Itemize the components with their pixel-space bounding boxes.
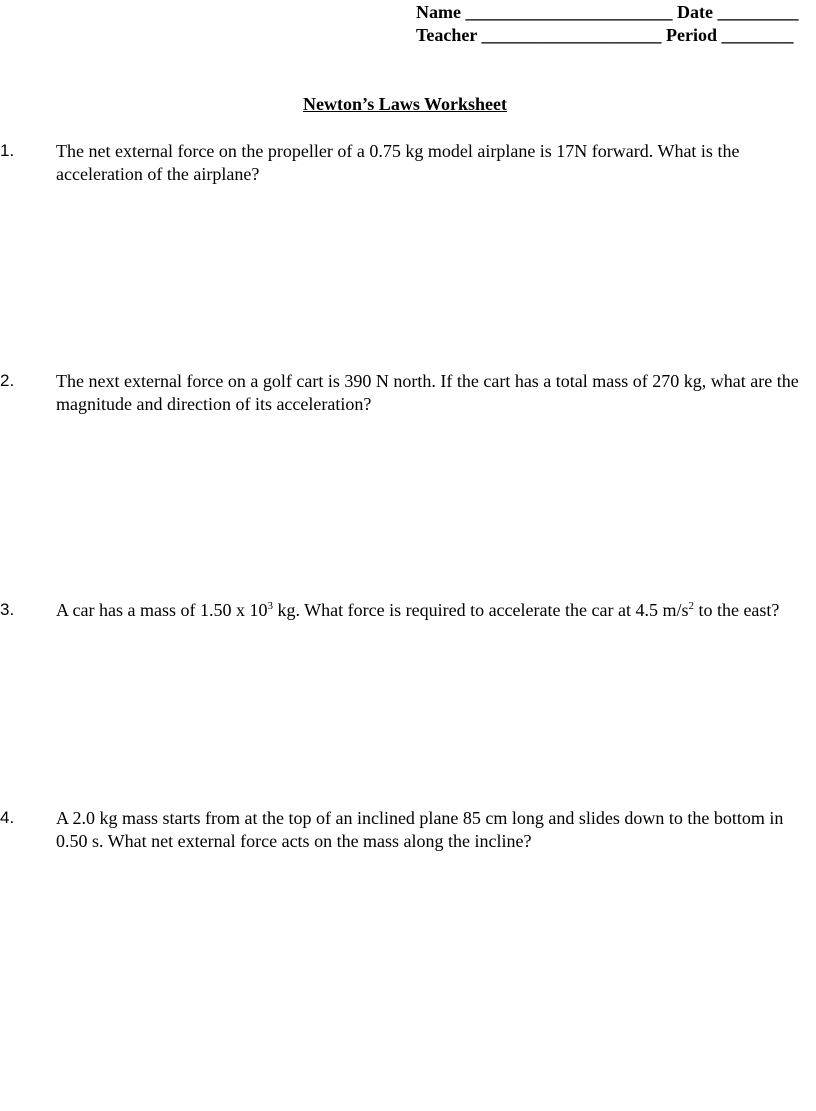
question-text: The net external force on the propeller of a 0.75 kg model airplane is 17N forward. What is the acceleration of the airplane? — [56, 141, 740, 184]
date-blank: _________ — [717, 2, 799, 22]
question-number: 1. — [0, 141, 15, 160]
question-number: 2. — [0, 371, 15, 390]
date-label: Date — [676, 2, 713, 22]
question-text — [56, 599, 816, 622]
teacher-blank: ____________________ — [481, 25, 662, 45]
exponent: 3 — [267, 600, 273, 612]
teacher-label: Teacher — [416, 25, 477, 45]
question-text: The next external force on a golf cart is 390 N north. If the cart has a total mass of 270 kg, what are the magnitude and direction of its acceleration? — [56, 371, 799, 414]
question-text: A 2.0 kg mass starts from at the top of an inclined plane 85 cm long and slides down to the bottom in 0.50 s. What net external force acts on the mass along the incline? — [56, 808, 784, 851]
name-blank: _______________________ — [465, 2, 673, 22]
question-number: 3. — [0, 600, 15, 619]
exponent: 2 — [688, 600, 694, 612]
header-teacher-period-line — [416, 24, 794, 46]
question-text-part: A car has a mass of 1.50 x 10 — [56, 600, 268, 620]
question-text-part: to the east? — [693, 600, 780, 620]
header-name-date-line — [416, 1, 798, 23]
question-text-part: kg. What force is required to accelerate the car at 4.5 m/s — [272, 600, 689, 620]
page-title: Newton’s Laws Worksheet — [302, 94, 507, 114]
period-blank: ________ — [721, 25, 794, 45]
question-number: 4. — [0, 808, 15, 827]
name-label: Name — [416, 2, 461, 22]
period-label: Period — [666, 25, 717, 45]
